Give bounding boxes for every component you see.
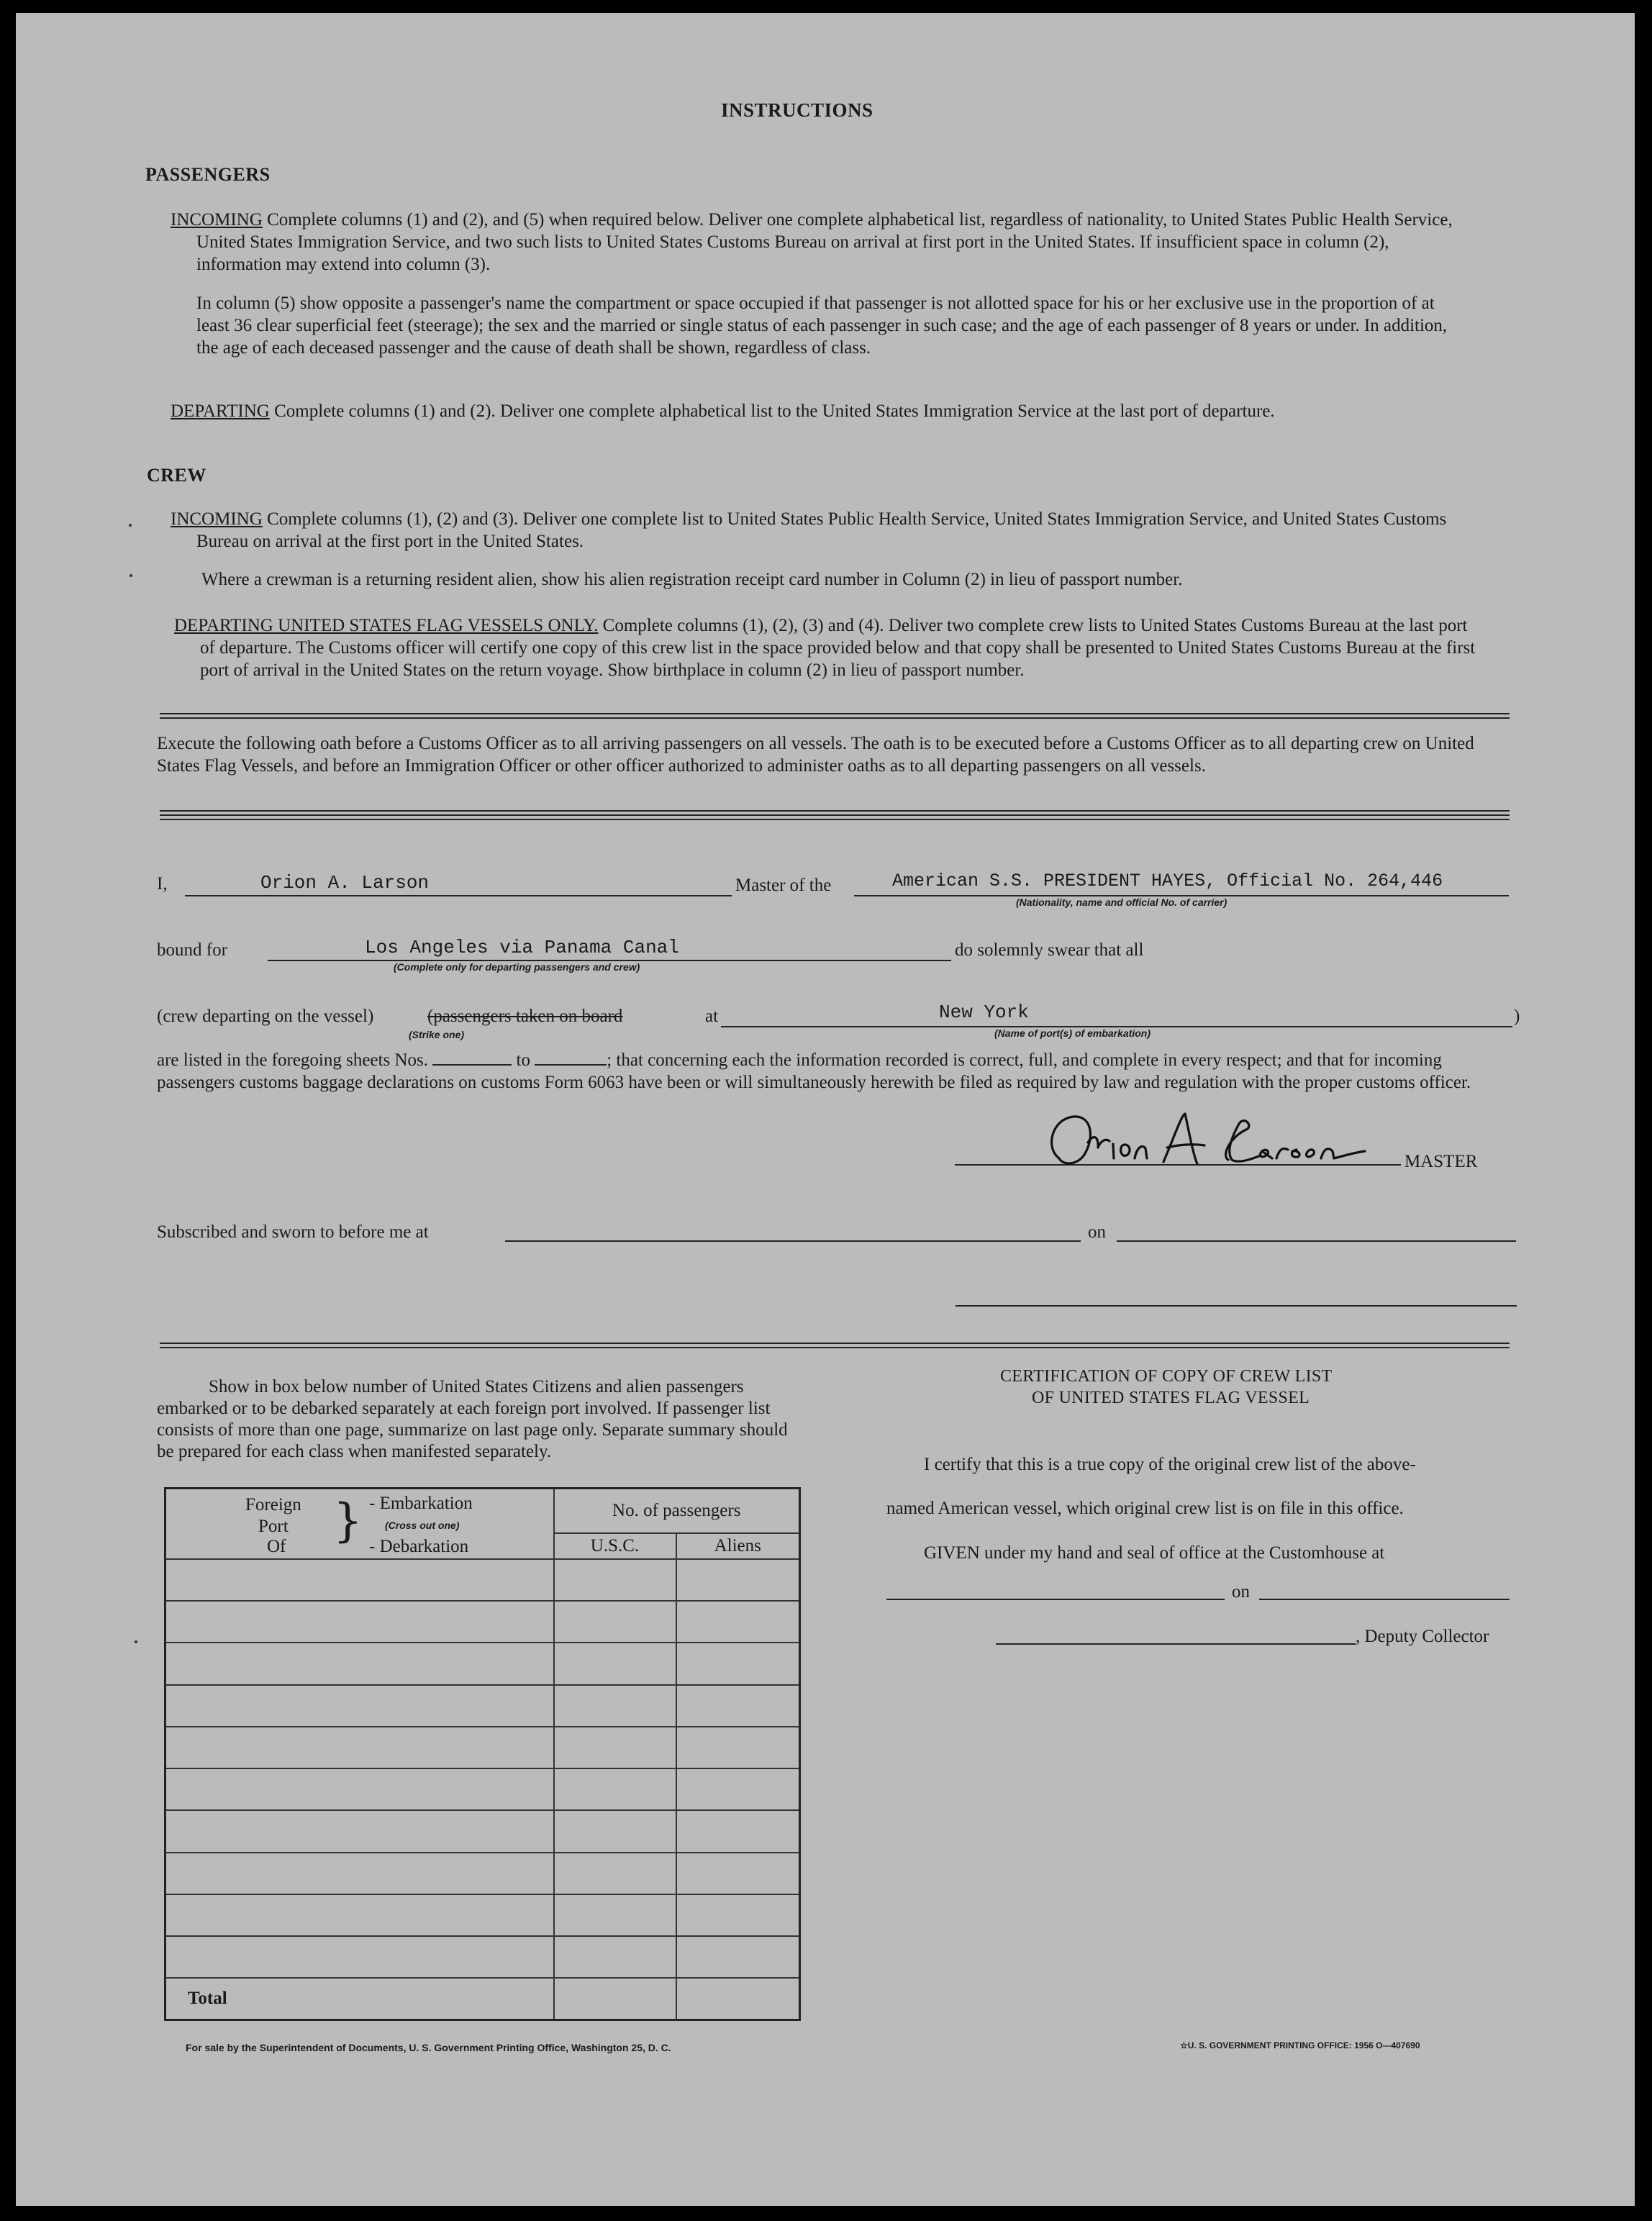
certification-title-2: OF UNITED STATES FLAG VESSEL (1032, 1389, 1310, 1407)
passengers-heading: PASSENGERS (145, 164, 271, 185)
crew-incoming-paragraph (171, 508, 1477, 553)
passengers-incoming-label: INCOMING (171, 210, 263, 230)
passengers-departing-paragraph (171, 400, 1481, 422)
crew-departing-paragraph (174, 614, 1477, 681)
port-cell[interactable] (165, 1894, 554, 1936)
total-label: Total (165, 1978, 554, 2020)
table-row (165, 1853, 800, 1894)
port-cell[interactable] (165, 1727, 554, 1768)
scan-speck (130, 574, 132, 577)
usc-cell[interactable] (554, 1727, 676, 1768)
aliens-cell[interactable] (676, 1768, 800, 1810)
deputy-collector-label: , Deputy Collector (1356, 1627, 1489, 1646)
crew-incoming-label: INCOMING (171, 509, 263, 529)
aliens-cell[interactable] (676, 1601, 800, 1643)
usc-cell[interactable] (554, 1643, 676, 1684)
aliens-cell[interactable] (676, 1727, 800, 1768)
master-name-value: Orion A. Larson (260, 872, 430, 894)
listed-paragraph (157, 1049, 1495, 1094)
no-of-passengers-header: No. of passengers (554, 1489, 800, 1533)
crew-alien-paragraph: Where a crewman is a returning resident alien, show his alien registration receipt card number in Column (2) in lieu of passport number. (201, 570, 1183, 589)
officer-signature-line (956, 1305, 1517, 1307)
strike-caption: (Strike one) (409, 1029, 465, 1040)
brace: } (333, 1494, 363, 1548)
certification-text-1: I certify that this is a true copy of the original crew list of the above- (924, 1455, 1416, 1474)
certification-text-3: GIVEN under my hand and seal of office at the Customhouse at (924, 1543, 1385, 1563)
master-name-line (185, 895, 732, 896)
scan-speck (135, 1640, 137, 1643)
subscribed-label: Subscribed and sworn to before me at (157, 1222, 429, 1242)
certification-on-label: on (1232, 1582, 1250, 1602)
port-caption: (Name of port(s) of embarkation) (994, 1027, 1151, 1039)
usc-cell[interactable] (554, 1559, 676, 1601)
passengers-struck-text: (passengers taken on board (427, 1007, 623, 1026)
footer-right: ☆U. S. GOVERNMENT PRINTING OFFICE: 1956 O—407690 (1180, 2040, 1420, 2050)
table-row (165, 1894, 800, 1936)
usc-cell[interactable] (554, 1810, 676, 1852)
destination-caption: (Complete only for departing passengers and crew) (394, 961, 640, 973)
certification-title-1: CERTIFICATION OF COPY OF CREW LIST (1000, 1367, 1333, 1386)
table-row (165, 1727, 800, 1768)
oath-i-label: I, (157, 874, 168, 894)
subscribed-date-line (1117, 1240, 1516, 1242)
customhouse-line (886, 1599, 1225, 1600)
total-aliens-cell[interactable] (676, 1978, 800, 2020)
certification-text-2: named American vessel, which original crew list is on file in this office. (886, 1499, 1404, 1518)
master-label: MASTER (1404, 1152, 1478, 1171)
destination-value: Los Angeles via Panama Canal (365, 937, 679, 958)
master-signature (1038, 1108, 1376, 1180)
debarkation-label: - Debarkation (369, 1537, 469, 1556)
vessel-caption: (Nationality, name and official No. of carrier) (1016, 896, 1227, 908)
table-row (165, 1810, 800, 1852)
passenger-summary-table (164, 1487, 801, 2021)
total-row (165, 1978, 800, 2020)
usc-cell[interactable] (554, 1936, 676, 1978)
port-cell[interactable] (165, 1810, 554, 1852)
cross-out-label: (Cross out one) (385, 1520, 460, 1531)
swear-text: do solemnly swear that all (955, 940, 1144, 960)
usc-cell[interactable] (554, 1768, 676, 1810)
port-value: New York (939, 1002, 1029, 1023)
instructions-title: INSTRUCTIONS (721, 99, 873, 121)
to-label: to (516, 1050, 530, 1070)
aliens-cell[interactable] (676, 1936, 800, 1978)
embarkation-label: - Embarkation (369, 1494, 473, 1513)
aliens-cell[interactable] (676, 1894, 800, 1936)
form-page (16, 13, 1635, 2206)
port-label-1: Foreign (245, 1495, 301, 1514)
divider-1 (160, 713, 1510, 719)
close-paren: ) (1514, 1007, 1520, 1026)
crew-departing-text: Complete columns (1), (2), (3) and (4). Deliver two complete crew lists to United States Customs Bureau at the last port of departure. The Customs officer will certify one copy of this crew list in the space provided below and that copy shall be presented to United States Customs Bureau at the first port of arrival in the United States on the return voyage. Show birthplace in column (2) in lieu of passport number. (200, 616, 1476, 680)
crew-departing-label: DEPARTING UNITED STATES FLAG VESSELS ONLY. (174, 616, 599, 635)
aliens-cell[interactable] (676, 1643, 800, 1684)
oath-instructions: Execute the following oath before a Customs Officer as to all arriving passengers on all vessels. The oath is to be executed before a Customs Officer as to all departing crew on United States Flag Vessels, and before an Immigration Officer or other officer authorized to administer oaths as to all departing passengers on all vessels. (157, 734, 1474, 776)
port-cell[interactable] (165, 1643, 554, 1684)
port-cell[interactable] (165, 1685, 554, 1727)
port-cell[interactable] (165, 1853, 554, 1894)
listed-text-2: ; that concerning each the information recorded is correct, full, and complete in every respect; and that for incoming passengers customs baggage declarations on customs Form 6063 have been or will simultaneously herewith be filed as required by law and regulation with the proper customs officer. (157, 1050, 1471, 1092)
sheet-to-blank (535, 1051, 607, 1066)
aliens-cell[interactable] (676, 1810, 800, 1852)
crew-incoming-text: Complete columns (1), (2) and (3). Deliver one complete list to United States Public Health Service, United States Immigration Service, and United States Customs Bureau on arrival at the first port in the United States. (196, 509, 1447, 551)
master-of-label: Master of the (735, 876, 832, 895)
usc-cell[interactable] (554, 1853, 676, 1894)
certification-date-line (1259, 1599, 1510, 1600)
usc-cell[interactable] (554, 1894, 676, 1936)
aliens-cell[interactable] (676, 1853, 800, 1894)
table-row (165, 1559, 800, 1601)
port-header-cell (165, 1489, 554, 1559)
aliens-cell[interactable] (676, 1685, 800, 1727)
passengers-column5-paragraph: In column (5) show opposite a passenger's name the compartment or space occupied if that passenger is not allotted space for his or her exclusive use in the proportion of at least 36 clear superficial feet (steerage); the sex and the married or single status of each passenger in such case; and the age of each passenger of 8 years or under. In addition, the age of each deceased passenger and the cause of death shall be shown, regardless of class. (196, 294, 1448, 358)
sheet-from-blank (432, 1051, 512, 1066)
passengers-departing-text: Complete columns (1) and (2). Deliver one complete alphabetical list to the United States Immigration Service at the last port of departure. (274, 401, 1275, 421)
footer-left: For sale by the Superintendent of Documents, U. S. Government Printing Office, Washington 25, D. C. (186, 2042, 671, 2053)
crew-departing-text: (crew departing on the vessel) (157, 1007, 374, 1026)
passengers-incoming-text: Complete columns (1) and (2), and (5) when required below. Deliver one complete alphabetical list, regardless of nationality, to United States Public Health Service, United States Immigration Service, and two such lists to United States Customs Bureau on arrival at first port in the United States. If insufficient space in column (2), information may extend into column (3). (196, 210, 1453, 274)
subscribed-on-label: on (1088, 1222, 1106, 1242)
aliens-cell[interactable] (676, 1559, 800, 1601)
port-cell[interactable] (165, 1559, 554, 1601)
usc-header: U.S.C. (554, 1533, 676, 1559)
passengers-incoming-paragraph (171, 209, 1477, 276)
table-row (165, 1936, 800, 1978)
table-row (165, 1768, 800, 1810)
divider-2b (160, 819, 1510, 820)
port-label-2: Port (258, 1517, 289, 1536)
table-row (165, 1685, 800, 1727)
scan-speck (129, 524, 132, 527)
at-label: at (705, 1007, 719, 1026)
port-cell[interactable] (165, 1768, 554, 1810)
aliens-header: Aliens (676, 1533, 800, 1559)
bound-for-label: bound for (157, 940, 227, 960)
passengers-departing-label: DEPARTING (171, 401, 270, 421)
crew-heading: CREW (147, 465, 206, 486)
usc-cell[interactable] (554, 1685, 676, 1727)
deputy-signature-line (996, 1643, 1356, 1645)
usc-cell[interactable] (554, 1601, 676, 1643)
divider-3 (160, 1343, 1510, 1348)
port-label-3: Of (267, 1537, 286, 1556)
summary-instructions: Show in box below number of United States Citizens and alien passengers embarked or to be debarked separately at each foreign port involved. If passenger list consists of more than one page, summarize on last page only. Separate summary should be prepared for each class when manifested separately. (157, 1377, 788, 1461)
subscribed-place-line (505, 1240, 1081, 1242)
vessel-value: American S.S. PRESIDENT HAYES, Official No. 264,446 (892, 871, 1443, 891)
table-row (165, 1643, 800, 1684)
table-row (165, 1601, 800, 1643)
port-cell[interactable] (165, 1601, 554, 1643)
port-cell[interactable] (165, 1936, 554, 1978)
divider-2 (160, 810, 1510, 816)
total-usc-cell[interactable] (554, 1978, 676, 2020)
listed-text-1: are listed in the foregoing sheets Nos. (157, 1050, 428, 1070)
